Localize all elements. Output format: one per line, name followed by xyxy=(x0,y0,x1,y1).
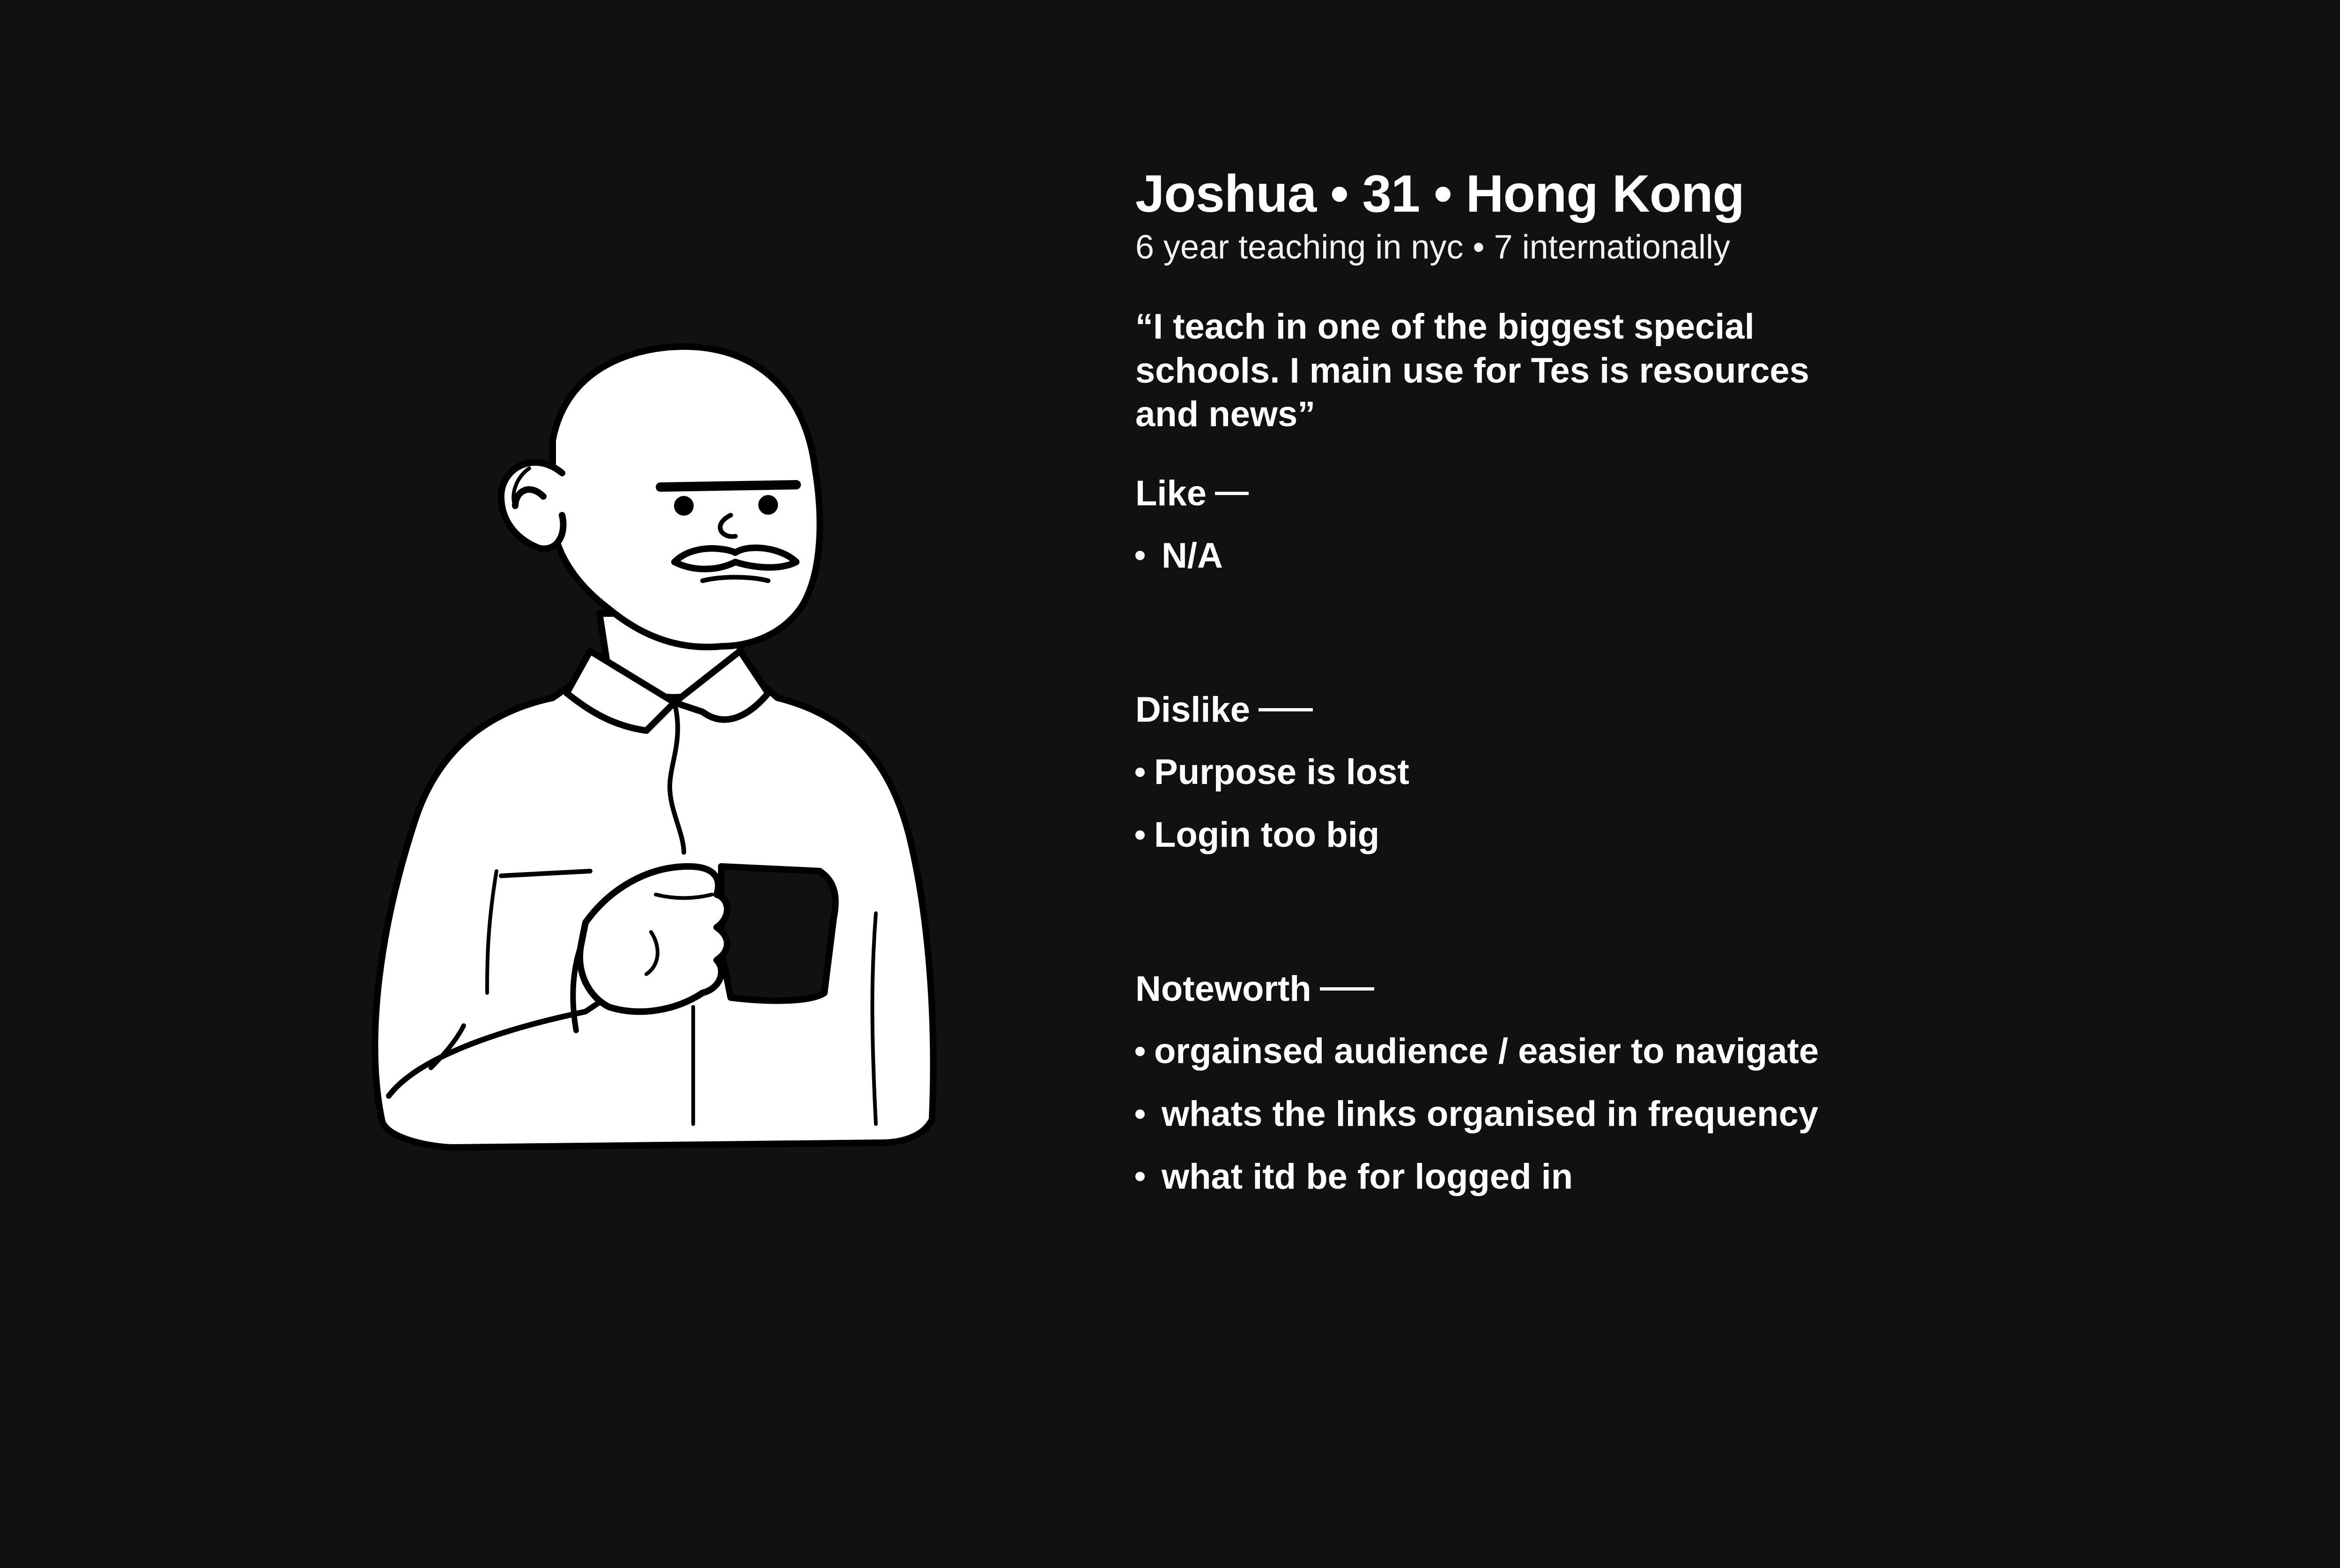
dash-divider xyxy=(1259,708,1313,711)
like-list xyxy=(1135,536,1885,576)
list-item-text: Purpose is lost xyxy=(1154,752,1409,792)
like-heading-label: Like xyxy=(1135,473,1207,513)
persona-quote: “I teach in one of the biggest special schools. I main use for Tes is resources and news” xyxy=(1135,307,1809,435)
dislike-list xyxy=(1135,753,1885,854)
dash-divider xyxy=(1320,987,1374,991)
noteworth-heading-label: Noteworth xyxy=(1135,969,1311,1009)
bullet-icon xyxy=(1135,830,1145,840)
list-item xyxy=(1135,1157,1885,1197)
list-item-text: what itd be for logged in xyxy=(1162,1156,1573,1197)
dislike-heading-label: Dislike xyxy=(1135,690,1251,730)
bullet-icon xyxy=(1135,768,1145,777)
noteworth-heading xyxy=(1135,969,1885,1009)
bullet-icon xyxy=(1135,1047,1145,1056)
list-item-text: Login too big xyxy=(1154,814,1380,855)
list-item xyxy=(1135,1032,1885,1071)
list-item xyxy=(1135,815,1885,855)
list-item-text: N/A xyxy=(1162,535,1223,576)
list-item xyxy=(1135,536,1885,576)
list-item xyxy=(1135,1095,1885,1134)
persona-details xyxy=(1135,164,1885,1220)
mug-shape xyxy=(721,866,836,1001)
like-heading xyxy=(1135,473,1885,514)
dislike-heading xyxy=(1135,689,1885,730)
persona-illustration xyxy=(347,328,974,1161)
persona-title: Joshua • 31 • Hong Kong xyxy=(1135,164,1744,223)
bullet-icon xyxy=(1135,1109,1145,1119)
persona-subtitle: 6 year teaching in nyc • 7 internationally xyxy=(1135,228,1730,266)
list-item-text: whats the links organised in frequency xyxy=(1162,1094,1819,1134)
list-item xyxy=(1135,753,1885,792)
bullet-icon xyxy=(1135,551,1145,560)
man-holding-mug-illustration xyxy=(347,328,974,1161)
bullet-icon xyxy=(1135,1172,1145,1181)
dash-divider xyxy=(1215,492,1249,495)
list-item-text: orgainsed audience / easier to navigate xyxy=(1154,1031,1819,1072)
noteworth-list xyxy=(1135,1032,1885,1196)
